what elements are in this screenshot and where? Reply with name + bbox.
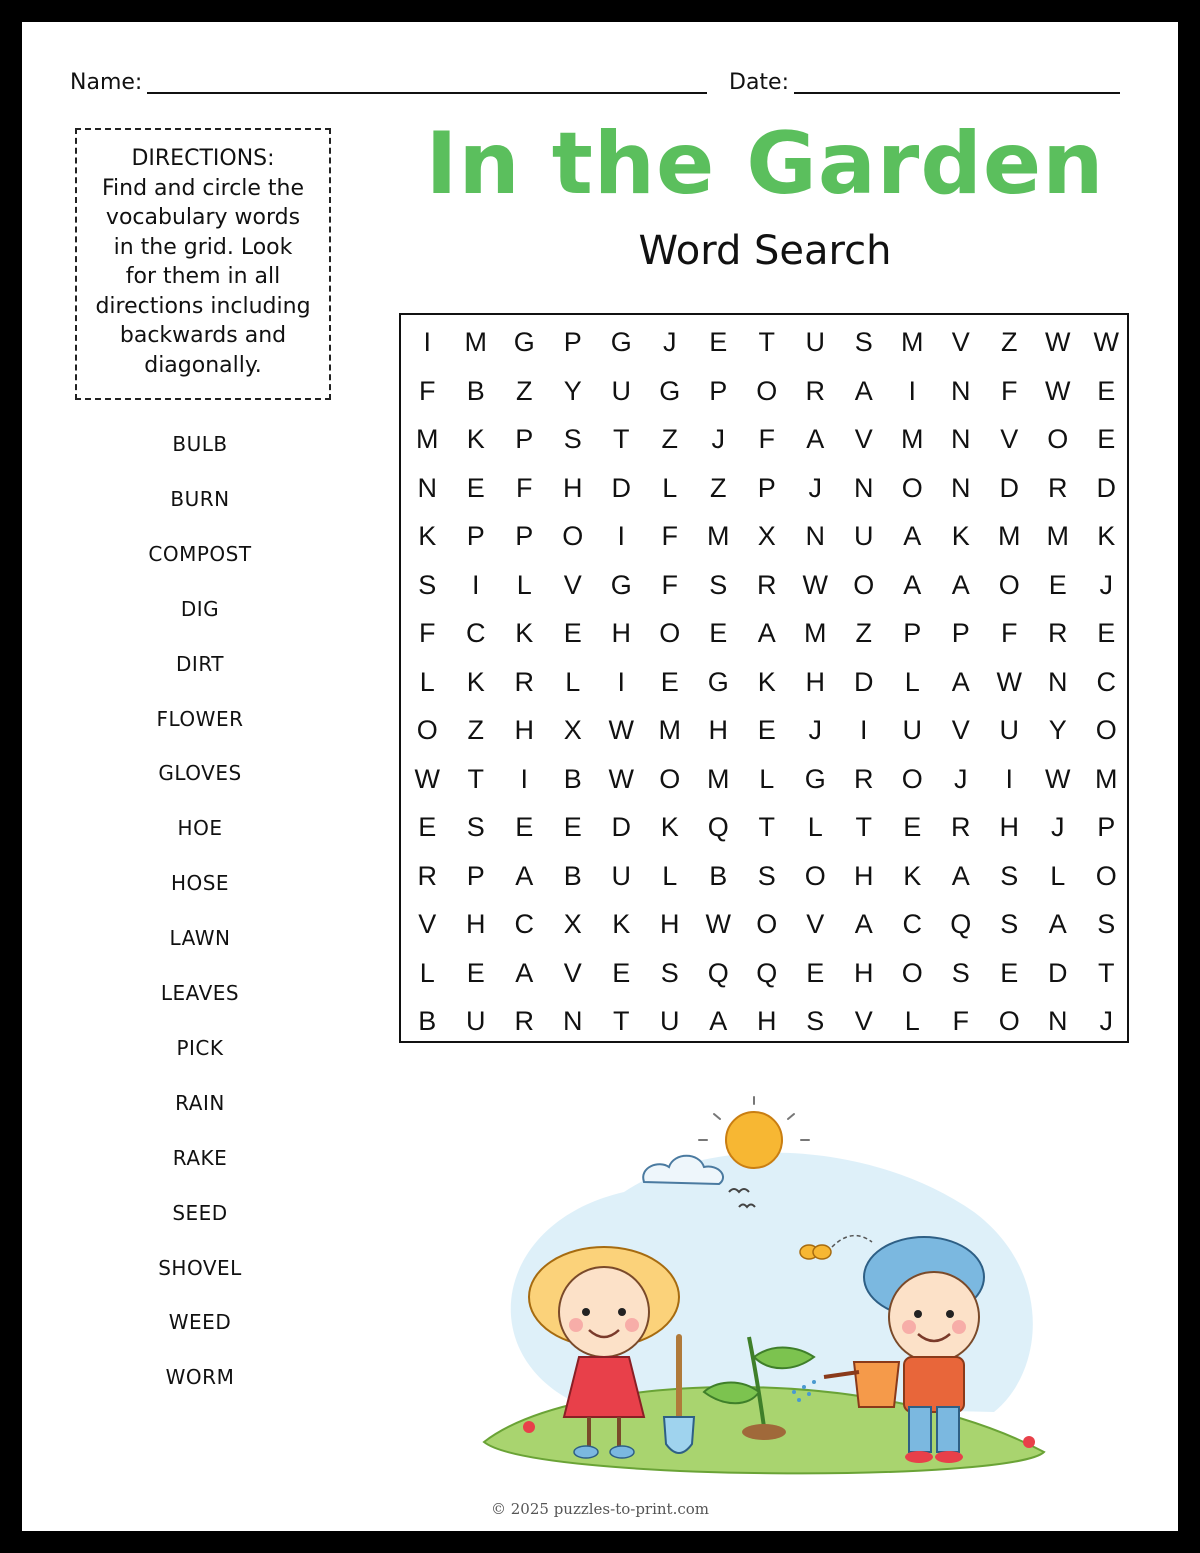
grid-letter[interactable]: T bbox=[613, 424, 630, 454]
grid-letter[interactable]: P bbox=[757, 472, 776, 503]
grid-letter[interactable]: U bbox=[611, 860, 631, 891]
grid-letter[interactable]: N bbox=[854, 472, 874, 503]
grid-letter[interactable]: G bbox=[804, 763, 826, 794]
grid-letter[interactable]: N bbox=[1048, 1006, 1068, 1036]
grid-letter[interactable]: P bbox=[951, 618, 970, 648]
grid-letter[interactable]: M bbox=[901, 327, 924, 357]
date-label: Date: bbox=[729, 70, 789, 95]
grid-letter[interactable]: A bbox=[951, 860, 970, 891]
grid-letter[interactable]: L bbox=[565, 666, 581, 697]
grid-letter[interactable]: Z bbox=[1001, 327, 1018, 357]
grid-letter[interactable]: F bbox=[1001, 618, 1018, 648]
grid-letter[interactable]: F bbox=[516, 472, 533, 503]
grid-letter[interactable]: R bbox=[514, 1006, 534, 1036]
grid-letter[interactable]: T bbox=[758, 812, 775, 842]
grid-letter[interactable]: O bbox=[756, 909, 778, 939]
grid-letter[interactable]: B bbox=[563, 860, 582, 891]
grid-letter[interactable]: O bbox=[659, 763, 681, 794]
worksheet-page bbox=[22, 22, 1178, 1531]
grid-letter[interactable]: J bbox=[808, 472, 822, 503]
grid-letter[interactable]: J bbox=[1051, 812, 1065, 842]
grid-letter[interactable]: L bbox=[1050, 860, 1066, 891]
grid-letter[interactable]: S bbox=[854, 327, 873, 357]
grid-letter[interactable]: W bbox=[608, 715, 634, 745]
grid-letter[interactable]: V bbox=[854, 424, 873, 454]
grid-letter[interactable]: P bbox=[466, 860, 485, 891]
grid-letter[interactable]: O bbox=[416, 715, 438, 745]
grid-letter[interactable]: I bbox=[423, 327, 431, 357]
grid-letter[interactable]: S bbox=[757, 860, 776, 891]
grid-letter[interactable]: M bbox=[464, 327, 487, 357]
grid-letter[interactable]: M bbox=[416, 424, 439, 454]
grid-letter[interactable]: N bbox=[951, 375, 971, 406]
grid-letter[interactable]: B bbox=[466, 375, 485, 406]
grid-letter[interactable]: D bbox=[1048, 957, 1068, 988]
grid-letter[interactable]: F bbox=[419, 618, 436, 648]
grid-letter[interactable]: F bbox=[758, 424, 775, 454]
grid-letter[interactable]: U bbox=[466, 1006, 486, 1036]
grid-letter[interactable]: U bbox=[999, 715, 1019, 745]
grid-letter[interactable]: T bbox=[855, 812, 872, 842]
grid-letter[interactable]: S bbox=[660, 957, 679, 988]
grid-letter[interactable]: H bbox=[854, 860, 874, 891]
grid-letter[interactable]: Q bbox=[707, 812, 729, 842]
grid-letter[interactable]: J bbox=[1099, 1006, 1113, 1036]
grid-letter[interactable]: J bbox=[1099, 569, 1113, 600]
grid-letter[interactable]: W bbox=[1093, 327, 1119, 357]
grid-letter[interactable]: M bbox=[901, 424, 924, 454]
grid-letter[interactable]: P bbox=[903, 618, 922, 648]
grid-letter[interactable]: K bbox=[1097, 521, 1116, 551]
word-list-item: DIG bbox=[180, 596, 220, 621]
grid-letter[interactable]: R bbox=[514, 666, 534, 697]
grid-letter[interactable]: K bbox=[466, 424, 485, 454]
grid-letter[interactable]: C bbox=[902, 909, 922, 939]
page-title: In the Garden bbox=[425, 114, 1105, 214]
grid-letter[interactable]: P bbox=[709, 375, 728, 406]
grid-letter[interactable]: M bbox=[658, 715, 681, 745]
grid-letter[interactable]: O bbox=[1047, 424, 1069, 454]
grid-letter[interactable]: O bbox=[756, 375, 778, 406]
grid-letter[interactable]: M bbox=[804, 618, 827, 648]
grid-letter[interactable]: K bbox=[418, 521, 437, 551]
grid-letter[interactable]: O bbox=[998, 569, 1020, 600]
grid-letter[interactable]: K bbox=[612, 909, 631, 939]
grid-letter[interactable]: O bbox=[1095, 715, 1117, 745]
grid-letter[interactable]: O bbox=[1095, 860, 1117, 891]
grid-letter[interactable]: K bbox=[757, 666, 776, 697]
grid-letter[interactable]: N bbox=[1048, 666, 1068, 697]
grid-letter[interactable]: A bbox=[515, 957, 534, 988]
grid-letter[interactable]: T bbox=[1098, 957, 1115, 988]
grid-letter[interactable]: H bbox=[757, 1006, 777, 1036]
grid-letter[interactable]: R bbox=[417, 860, 437, 891]
grid-letter[interactable]: P bbox=[515, 424, 534, 454]
grid-letter[interactable]: D bbox=[854, 666, 874, 697]
kids-gardening-illustration bbox=[454, 1072, 1054, 1492]
grid-letter[interactable]: U bbox=[805, 327, 825, 357]
grid-letter[interactable]: S bbox=[563, 424, 582, 454]
grid-letter[interactable]: H bbox=[660, 909, 680, 939]
name-line[interactable] bbox=[147, 92, 707, 94]
grid-letter[interactable]: A bbox=[709, 1006, 728, 1036]
grid-letter[interactable]: P bbox=[515, 521, 534, 551]
grid-letter[interactable]: N bbox=[951, 424, 971, 454]
letter-grid bbox=[399, 313, 1129, 1043]
grid-letter[interactable]: U bbox=[854, 521, 874, 551]
grid-letter[interactable]: A bbox=[515, 860, 534, 891]
grid-letter[interactable]: W bbox=[1045, 763, 1071, 794]
word-list-item: RAKE bbox=[172, 1145, 228, 1170]
grid-letter[interactable]: J bbox=[711, 424, 725, 454]
directions-line: diagonally. bbox=[144, 352, 262, 378]
grid-letter[interactable]: D bbox=[999, 472, 1019, 503]
word-list-item: DIRT bbox=[176, 651, 224, 676]
grid-letter[interactable]: R bbox=[757, 569, 777, 600]
grid-letter[interactable]: L bbox=[904, 666, 920, 697]
grid-letter[interactable]: S bbox=[806, 1006, 825, 1036]
grid-letter[interactable]: C bbox=[1096, 666, 1116, 697]
word-list-item: SEED bbox=[172, 1200, 228, 1225]
grid-letter[interactable]: N bbox=[563, 1006, 583, 1036]
grid-letter[interactable]: L bbox=[904, 1006, 920, 1036]
word-list-item: RAIN bbox=[175, 1090, 225, 1115]
grid-letter[interactable]: L bbox=[516, 569, 532, 600]
grid-letter[interactable]: S bbox=[466, 812, 485, 842]
grid-letter[interactable]: L bbox=[807, 812, 823, 842]
grid-letter[interactable]: Z bbox=[855, 618, 872, 648]
directions-line: Find and circle the bbox=[101, 175, 305, 201]
directions-line: DIRECTIONS: bbox=[131, 146, 275, 171]
grid-letter[interactable]: R bbox=[805, 375, 825, 406]
grid-letter[interactable]: S bbox=[709, 569, 728, 600]
grid-letter[interactable]: E bbox=[903, 812, 922, 842]
grid-letter[interactable]: E bbox=[466, 957, 485, 988]
copyright-notice: © 2025 puzzles-to-print.com bbox=[490, 1500, 710, 1518]
grid-letter[interactable]: G bbox=[513, 327, 535, 357]
grid-letter[interactable]: A bbox=[951, 666, 970, 697]
grid-letter[interactable]: E bbox=[466, 472, 485, 503]
grid-letter[interactable]: E bbox=[1097, 618, 1116, 648]
grid-letter[interactable]: W bbox=[608, 763, 634, 794]
grid-letter[interactable]: E bbox=[709, 618, 728, 648]
grid-letter[interactable]: M bbox=[998, 521, 1021, 551]
grid-letter[interactable]: V bbox=[806, 909, 825, 939]
grid-letter[interactable]: B bbox=[418, 1006, 437, 1036]
grid-letter[interactable]: R bbox=[854, 763, 874, 794]
word-list-item: PICK bbox=[176, 1035, 224, 1060]
grid-letter[interactable]: U bbox=[611, 375, 631, 406]
grid-letter[interactable]: Q bbox=[707, 957, 729, 988]
word-list-item: COMPOST bbox=[148, 541, 252, 566]
grid-letter[interactable]: Z bbox=[467, 715, 484, 745]
grid-letter[interactable]: V bbox=[1000, 424, 1019, 454]
grid-letter[interactable]: D bbox=[1096, 472, 1116, 503]
grid-letter[interactable]: F bbox=[419, 375, 436, 406]
grid-letter[interactable]: H bbox=[466, 909, 486, 939]
grid-letter[interactable]: K bbox=[660, 812, 679, 842]
word-list-item: LAWN bbox=[169, 926, 231, 951]
grid-letter[interactable]: S bbox=[1097, 909, 1116, 939]
grid-letter[interactable]: H bbox=[999, 812, 1019, 842]
grid-letter[interactable]: E bbox=[660, 666, 679, 697]
grid-letter[interactable]: M bbox=[1046, 521, 1069, 551]
grid-letter[interactable]: M bbox=[707, 763, 730, 794]
grid-letter[interactable]: A bbox=[854, 375, 873, 406]
grid-letter[interactable]: Q bbox=[950, 909, 972, 939]
grid-letter[interactable]: V bbox=[854, 1006, 873, 1036]
grid-letter[interactable]: Z bbox=[710, 472, 727, 503]
word-list-item: WEED bbox=[168, 1310, 232, 1335]
grid-letter[interactable]: V bbox=[951, 715, 970, 745]
grid-letter[interactable]: L bbox=[419, 957, 435, 988]
grid-letter[interactable]: E bbox=[709, 327, 728, 357]
grid-letter[interactable]: G bbox=[659, 375, 681, 406]
grid-letter[interactable]: V bbox=[563, 569, 582, 600]
grid-letter[interactable]: E bbox=[563, 812, 582, 842]
grid-letter[interactable]: J bbox=[954, 763, 968, 794]
grid-letter[interactable]: H bbox=[805, 666, 825, 697]
directions-box bbox=[75, 128, 331, 400]
grid-letter[interactable]: X bbox=[563, 909, 582, 939]
grid-letter[interactable]: R bbox=[951, 812, 971, 842]
grid-letter[interactable]: I bbox=[520, 763, 528, 794]
directions-line: in the grid. Look bbox=[113, 234, 293, 260]
grid-letter[interactable]: H bbox=[854, 957, 874, 988]
grid-letter[interactable]: U bbox=[660, 1006, 680, 1036]
grid-letter[interactable]: H bbox=[514, 715, 534, 745]
grid-letter[interactable]: W bbox=[705, 909, 731, 939]
grid-letter[interactable]: Q bbox=[756, 957, 778, 988]
grid-letter[interactable]: E bbox=[1000, 957, 1019, 988]
grid-letter[interactable]: Y bbox=[1048, 715, 1067, 745]
grid-letter[interactable]: W bbox=[996, 666, 1022, 697]
grid-letter[interactable]: O bbox=[659, 618, 681, 648]
grid-letter[interactable]: S bbox=[1000, 860, 1019, 891]
grid-letter[interactable]: F bbox=[661, 569, 678, 600]
grid-letter[interactable]: N bbox=[951, 472, 971, 503]
grid-letter[interactable]: Z bbox=[661, 424, 678, 454]
grid-letter[interactable]: T bbox=[758, 327, 775, 357]
grid-letter[interactable]: E bbox=[563, 618, 582, 648]
grid-letter[interactable]: N bbox=[805, 521, 825, 551]
grid-letter[interactable]: H bbox=[563, 472, 583, 503]
grid-letter[interactable]: G bbox=[610, 569, 632, 600]
grid-letter[interactable]: W bbox=[802, 569, 828, 600]
word-list-item: LEAVES bbox=[160, 981, 240, 1005]
grid-letter[interactable]: U bbox=[902, 715, 922, 745]
grid-letter[interactable]: O bbox=[562, 521, 584, 551]
grid-letter[interactable]: C bbox=[514, 909, 534, 939]
directions-line: for them in all bbox=[125, 264, 281, 289]
grid-letter[interactable]: I bbox=[617, 666, 625, 697]
grid-letter[interactable]: V bbox=[951, 327, 970, 357]
grid-letter[interactable]: O bbox=[998, 1006, 1020, 1036]
grid-letter[interactable]: O bbox=[901, 957, 923, 988]
grid-letter[interactable]: E bbox=[418, 812, 437, 842]
grid-letter[interactable]: G bbox=[610, 327, 632, 357]
grid-letter[interactable]: V bbox=[563, 957, 582, 988]
grid-letter[interactable]: F bbox=[661, 521, 678, 551]
grid-letter[interactable]: H bbox=[611, 618, 631, 648]
grid-letter[interactable]: O bbox=[901, 472, 923, 503]
word-list-item: SHOVEL bbox=[158, 1255, 242, 1280]
grid-letter[interactable]: W bbox=[414, 763, 440, 794]
grid-letter[interactable]: I bbox=[617, 521, 625, 551]
grid-letter[interactable]: D bbox=[611, 472, 631, 503]
grid-letter[interactable]: T bbox=[613, 1006, 630, 1036]
grid-letter[interactable]: A bbox=[806, 424, 825, 454]
word-list-item: BULB bbox=[172, 432, 228, 456]
grid-letter[interactable]: K bbox=[466, 666, 485, 697]
grid-letter[interactable]: R bbox=[1048, 472, 1068, 503]
grid-letter[interactable]: B bbox=[709, 860, 728, 891]
grid-letter[interactable]: J bbox=[808, 715, 822, 745]
grid-letter[interactable]: K bbox=[951, 521, 970, 551]
grid-letter[interactable]: N bbox=[417, 472, 437, 503]
grid-letter[interactable]: S bbox=[418, 569, 437, 600]
word-list-item: FLOWER bbox=[156, 706, 244, 731]
grid-letter[interactable]: E bbox=[1048, 569, 1067, 600]
grid-letter[interactable]: I bbox=[908, 375, 916, 406]
grid-letter[interactable]: C bbox=[466, 618, 486, 648]
name-label: Name: bbox=[70, 70, 143, 95]
grid-letter[interactable]: L bbox=[662, 472, 678, 503]
grid-letter[interactable]: L bbox=[662, 860, 678, 891]
grid-letter[interactable]: A bbox=[854, 909, 873, 939]
grid-letter[interactable]: I bbox=[859, 715, 868, 745]
grid-letter[interactable]: A bbox=[951, 569, 970, 600]
grid-letter[interactable]: I bbox=[471, 569, 480, 600]
grid-letter[interactable]: W bbox=[1045, 375, 1071, 406]
date-line[interactable] bbox=[794, 92, 1120, 94]
grid-letter[interactable]: V bbox=[418, 909, 437, 939]
grid-letter[interactable]: D bbox=[611, 812, 631, 842]
page-subtitle: Word Search bbox=[638, 228, 892, 274]
grid-letter[interactable]: O bbox=[853, 569, 875, 600]
directions-line: directions including bbox=[95, 293, 311, 319]
grid-letter[interactable]: E bbox=[1097, 375, 1116, 406]
word-list-item: HOE bbox=[177, 816, 223, 841]
grid-letter[interactable]: E bbox=[806, 957, 825, 988]
grid-letter[interactable]: E bbox=[757, 715, 776, 745]
grid-letter[interactable]: L bbox=[419, 666, 435, 697]
grid-letter[interactable]: O bbox=[901, 763, 923, 794]
grid-letter[interactable]: A bbox=[903, 521, 922, 551]
grid-letter[interactable]: A bbox=[903, 569, 922, 600]
word-list-item: HOSE bbox=[170, 871, 230, 896]
grid-letter[interactable]: E bbox=[1097, 424, 1116, 454]
grid-letter[interactable]: E bbox=[515, 812, 534, 842]
grid-letter[interactable]: Y bbox=[563, 375, 582, 406]
grid-letter[interactable]: M bbox=[1095, 763, 1118, 794]
grid-letter[interactable]: Z bbox=[516, 375, 533, 406]
grid-letter[interactable]: A bbox=[1048, 909, 1067, 939]
directions-line: backwards and bbox=[119, 323, 287, 348]
directions-line: vocabulary words bbox=[105, 205, 301, 230]
grid-letter[interactable]: A bbox=[757, 618, 776, 648]
word-list-item: WORM bbox=[165, 1365, 235, 1390]
grid-letter[interactable]: M bbox=[707, 521, 730, 551]
grid-letter[interactable]: S bbox=[1000, 909, 1019, 939]
grid-letter[interactable]: T bbox=[467, 763, 484, 794]
grid-letter[interactable]: K bbox=[515, 618, 534, 648]
grid-letter[interactable]: O bbox=[804, 860, 826, 891]
grid-letter[interactable]: B bbox=[563, 763, 582, 794]
word-list-item: BURN bbox=[170, 486, 230, 511]
word-list-item: GLOVES bbox=[158, 761, 242, 786]
grid-letter[interactable]: J bbox=[663, 327, 677, 357]
grid-letter[interactable]: G bbox=[707, 666, 729, 697]
grid-letter[interactable]: P bbox=[1097, 812, 1116, 842]
grid-letter[interactable]: R bbox=[1048, 618, 1068, 648]
grid-letter[interactable]: X bbox=[757, 521, 776, 551]
grid-letter[interactable]: P bbox=[563, 327, 582, 357]
grid-letter[interactable]: H bbox=[708, 715, 728, 745]
grid-letter[interactable]: K bbox=[903, 860, 922, 891]
grid-letter[interactable]: F bbox=[1001, 375, 1018, 406]
grid-letter[interactable]: E bbox=[612, 957, 631, 988]
grid-letter[interactable]: F bbox=[952, 1006, 969, 1036]
grid-letter[interactable]: W bbox=[1045, 327, 1071, 357]
grid-letter[interactable]: L bbox=[759, 763, 775, 794]
grid-letter[interactable]: S bbox=[951, 957, 970, 988]
grid-letter[interactable]: I bbox=[1005, 763, 1013, 794]
grid-letter[interactable]: X bbox=[563, 715, 582, 745]
grid-letter[interactable]: P bbox=[466, 521, 485, 551]
